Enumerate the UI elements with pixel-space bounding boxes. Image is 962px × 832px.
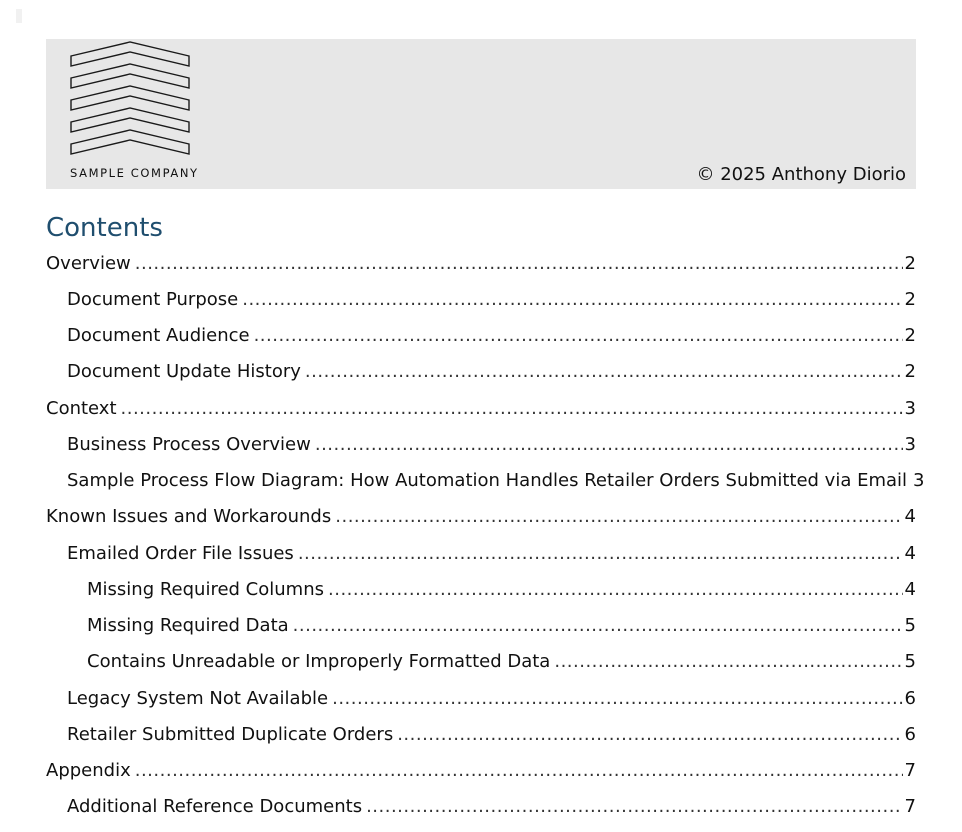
company-logo — [70, 41, 212, 179]
toc-entry[interactable] — [46, 609, 916, 643]
toc-entry-page: 6 — [904, 687, 916, 709]
toc-entry-title: Overview — [46, 252, 131, 274]
toc-dot-leader — [135, 760, 903, 781]
toc-entry-page: 4 — [904, 578, 916, 600]
toc-entry[interactable] — [46, 536, 916, 570]
toc-entry[interactable] — [46, 572, 916, 606]
toc-entry[interactable] — [46, 282, 916, 316]
toc-entry-title: Contains Unreadable or Improperly Formatted Data — [87, 651, 551, 673]
toc-entry[interactable] — [46, 717, 916, 751]
toc-entry-title: Context — [46, 397, 117, 419]
toc-entry-title: Document Update History — [67, 361, 301, 383]
toc-entry-page: 3 — [913, 470, 925, 491]
toc-entry[interactable] — [46, 246, 916, 280]
toc-dot-leader — [328, 579, 903, 600]
toc-entry-page: 7 — [904, 760, 916, 781]
logo-text: SAMPLE COMPANY — [70, 166, 199, 180]
toc-entry-page: 2 — [904, 252, 916, 274]
toc-dot-leader — [293, 615, 903, 636]
toc-entry-page: 2 — [904, 361, 916, 383]
toc-dot-leader — [315, 434, 903, 455]
toc-entry-title: Missing Required Columns — [87, 578, 324, 600]
toc-entry-title: Appendix — [46, 760, 131, 781]
toc-dot-leader — [121, 398, 903, 419]
toc-entry[interactable] — [46, 355, 916, 389]
toc-entry-title: Business Process Overview — [67, 433, 311, 455]
toc-entry-title: Legacy System Not Available — [67, 687, 329, 709]
toc-dot-leader — [305, 361, 903, 382]
toc-entry-page: 3 — [904, 433, 916, 455]
toc-entry[interactable] — [46, 754, 916, 788]
copyright-notice: © 2025 Anthony Diorio — [696, 164, 906, 185]
toc-dot-leader — [397, 724, 902, 745]
toc-entry-page: 3 — [904, 397, 916, 419]
toc-entry[interactable] — [46, 645, 916, 679]
toc-dot-leader — [366, 796, 902, 817]
toc-entry-page: 2 — [904, 288, 916, 310]
chevron-stack-icon — [70, 41, 212, 165]
toc-entry-page: 4 — [904, 542, 916, 564]
toc-entry-title: Additional Reference Documents — [67, 796, 363, 818]
toc-entry-page: 5 — [904, 615, 916, 636]
toc-entry-page: 2 — [904, 325, 916, 346]
toc-entry[interactable] — [46, 391, 916, 425]
toc-entry[interactable] — [46, 681, 916, 715]
toc-entry-page: 4 — [904, 506, 916, 528]
toc-entry-page: 7 — [904, 796, 916, 818]
toc-dot-leader — [335, 506, 902, 527]
toc-entry[interactable] — [46, 790, 916, 824]
corner-mark — [16, 9, 22, 23]
toc-entry-title: Document Purpose — [67, 288, 239, 310]
toc-entry-title: Emailed Order File Issues — [67, 542, 294, 564]
toc-entry[interactable] — [46, 464, 925, 498]
toc-dot-leader — [254, 325, 903, 346]
toc-dot-leader — [554, 651, 902, 672]
toc-entry[interactable] — [46, 500, 916, 534]
toc-entry[interactable] — [46, 427, 916, 461]
toc-entry[interactable] — [46, 319, 916, 353]
toc-heading: Contents — [46, 213, 163, 243]
toc-dot-leader — [242, 289, 902, 310]
toc-entry-title: Known Issues and Workarounds — [46, 506, 332, 528]
toc-entry-title: Document Audience — [67, 325, 250, 346]
toc-entry-page: 6 — [904, 723, 916, 745]
toc-entry-page: 5 — [904, 651, 916, 673]
toc-dot-leader — [135, 253, 903, 274]
toc-entry-title: Retailer Submitted Duplicate Orders — [67, 723, 394, 745]
toc-entry-title: Sample Process Flow Diagram: How Automation Handles Retailer Orders Submitted via Email — [67, 470, 908, 491]
document-header — [46, 39, 916, 189]
toc-entry-title: Missing Required Data — [87, 615, 289, 636]
toc-dot-leader — [298, 543, 903, 564]
toc-dot-leader — [332, 688, 902, 709]
